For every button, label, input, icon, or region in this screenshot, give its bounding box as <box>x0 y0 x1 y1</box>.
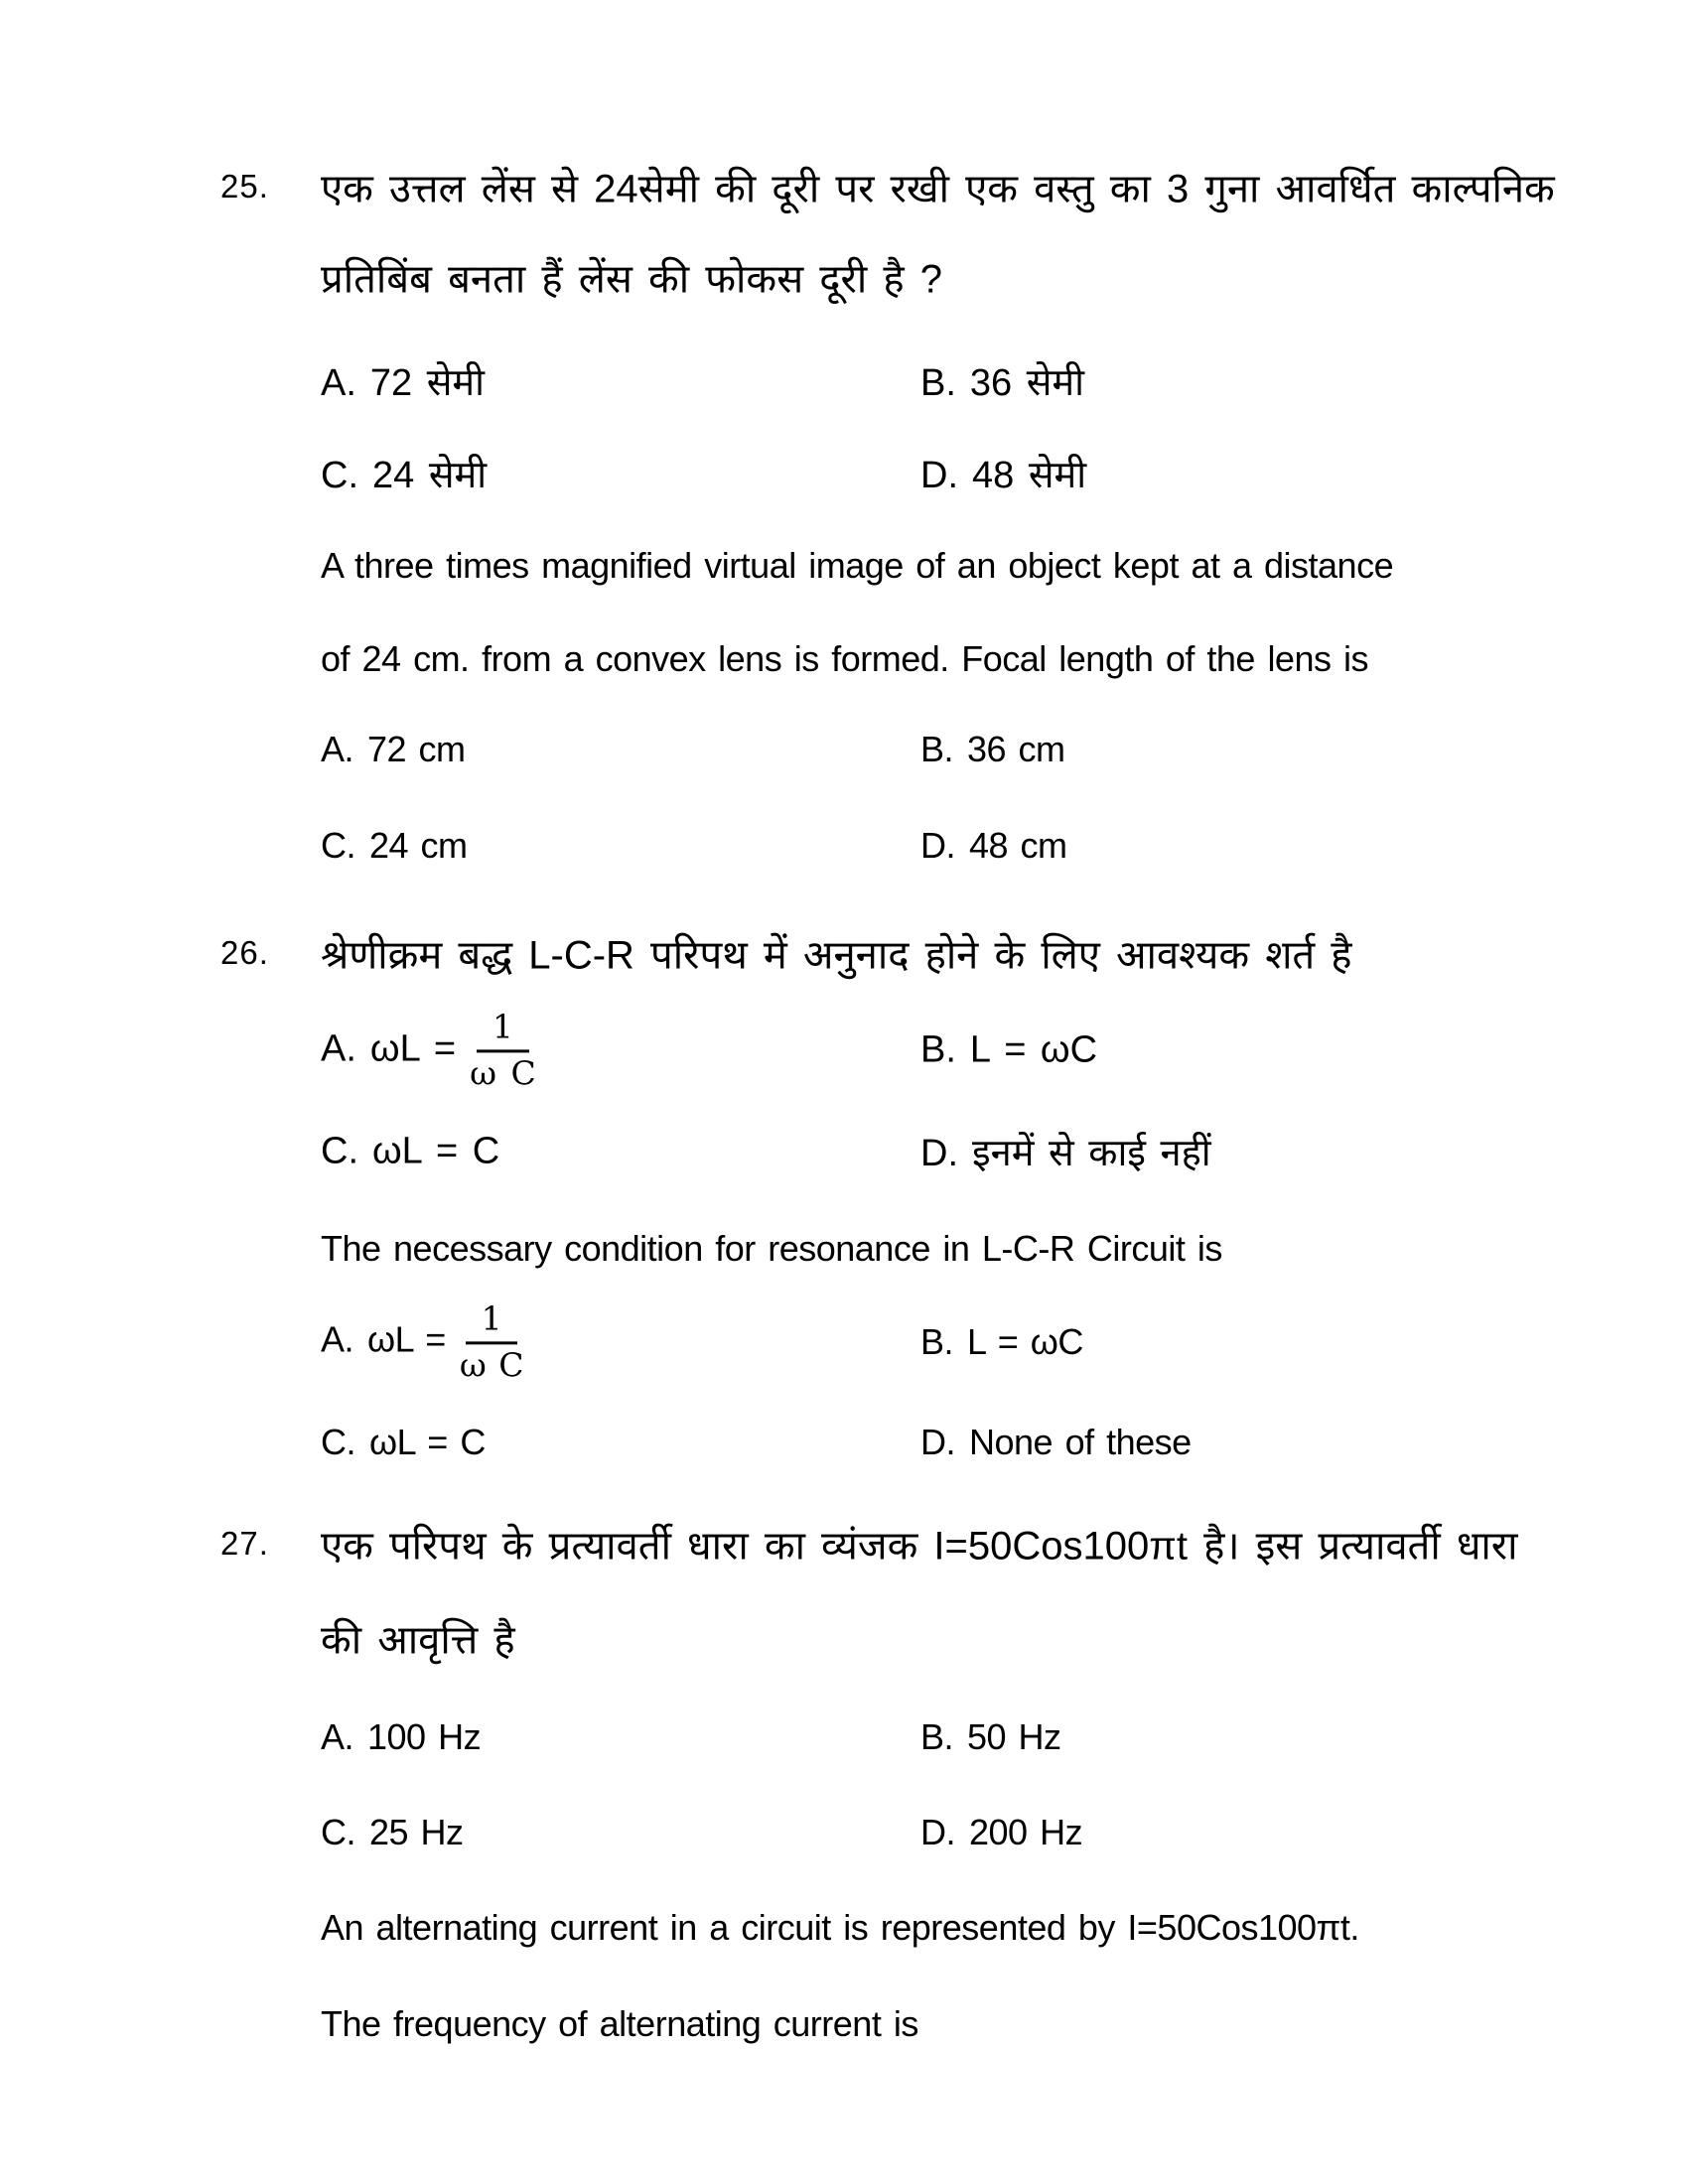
option-label: D. <box>920 455 958 496</box>
question-26-hindi-option-b <box>920 1029 1097 1072</box>
question-27-english-line-2-row <box>0 1989 1688 2059</box>
question-27-options-cd-row <box>0 1798 1688 1867</box>
question-27-english-line-1-row <box>0 1893 1688 1963</box>
question-25-english-option-a <box>321 729 466 770</box>
question-27-english-text-line-2: The frequency of alternating current is <box>321 2003 918 2044</box>
option-label: B. <box>920 1321 954 1362</box>
option-label: A. <box>321 1027 356 1070</box>
formula-prefix: ωL = <box>367 1318 446 1360</box>
option-text: 50 Hz <box>967 1716 1061 1757</box>
question-26-english-options-ab-row <box>0 1273 1688 1412</box>
option-text: इनमें से काई नहीं <box>972 1133 1211 1174</box>
option-label: B. <box>920 1028 956 1071</box>
fraction-numerator: 1 <box>466 1301 518 1344</box>
fraction <box>459 1298 523 1384</box>
question-25-hindi-options-cd-row <box>0 439 1688 508</box>
question-26-english-option-c <box>321 1422 486 1463</box>
question-27-option-b <box>920 1716 1061 1758</box>
option-text: 36 cm <box>967 729 1065 769</box>
option-label: D. <box>920 1422 955 1462</box>
option-text: 200 Hz <box>969 1812 1083 1852</box>
option-text: L = ωC <box>969 1028 1098 1071</box>
option-text: ωL = C <box>369 1422 486 1462</box>
option-text: 24 cm <box>369 825 468 866</box>
option-label: C. <box>321 1422 355 1462</box>
question-25-number: 25. <box>220 168 269 205</box>
option-label: A. <box>321 362 356 404</box>
question-26-hindi-options-ab-row <box>0 981 1688 1120</box>
question-27-option-d <box>920 1812 1082 1853</box>
question-27-english-text-line-1: An alternating current in a circuit is represented by I=50Cos100πt. <box>321 1907 1359 1948</box>
option-text: L = ωC <box>967 1321 1083 1362</box>
option-label: C. <box>321 825 355 866</box>
question-25-hindi-line-1-row <box>0 152 1688 221</box>
option-label: D. <box>920 825 955 866</box>
question-27-options-ab-row <box>0 1703 1688 1772</box>
fraction-denominator: ω C <box>470 1053 536 1092</box>
question-25-english-option-b <box>920 729 1065 770</box>
question-27-hindi-text-line-2: की आवृत्ति है <box>321 1618 515 1663</box>
question-25-english-line-2-row <box>0 624 1688 694</box>
question-25-hindi-option-c <box>321 448 487 499</box>
question-25-english-option-c <box>321 825 468 867</box>
question-26-english-text: The necessary condition for resonance in L-C-R Circuit is <box>321 1228 1222 1269</box>
option-label: C. <box>321 455 358 496</box>
question-26-hindi-line-row <box>0 918 1688 988</box>
fraction-numerator: 1 <box>477 1010 529 1052</box>
question-25-english-options-ab-row <box>0 715 1688 784</box>
question-27-option-c <box>321 1812 464 1853</box>
question-27-hindi-line-2-row <box>0 1603 1688 1673</box>
question-27-option-a <box>321 1716 481 1758</box>
option-label: C. <box>321 1130 358 1172</box>
question-25-english-line-1-row <box>0 531 1688 601</box>
question-27-hindi-text-line-1: एक परिपथ के प्रत्यावर्ती धारा का व्यंजक I=50Cos100πt है। इस प्रत्यावर्ती धारा <box>321 1524 1518 1569</box>
question-27-hindi-line-1-row <box>0 1509 1688 1578</box>
question-25-hindi-option-d <box>920 448 1086 499</box>
question-26-hindi-option-c <box>321 1131 499 1173</box>
option-text: 72 cm <box>367 729 466 769</box>
question-27-number: 27. <box>220 1525 269 1562</box>
option-label: A. <box>321 1716 354 1757</box>
option-label: B. <box>920 729 954 769</box>
question-26-hindi-option-a <box>321 1007 536 1092</box>
option-label: D. <box>920 1133 958 1174</box>
option-text: 48 cm <box>969 825 1067 866</box>
option-text: 24 सेमी <box>372 455 488 496</box>
fraction-denominator: ω C <box>459 1345 523 1384</box>
question-26-hindi-option-d <box>920 1126 1211 1177</box>
option-label: B. <box>920 1716 954 1757</box>
option-label: A. <box>321 1318 354 1360</box>
question-26-number: 26. <box>220 934 269 971</box>
option-label: D. <box>920 1812 955 1852</box>
question-25-hindi-option-b <box>920 355 1084 407</box>
option-text: 48 सेमी <box>972 455 1087 496</box>
question-25-hindi-text-line-2: प्रतिबिंब बनता हैं लेंस की फोकस दूरी है ? <box>321 257 942 302</box>
question-25-hindi-options-ab-row <box>0 346 1688 416</box>
question-25-hindi-text-line-1: एक उत्तल लेंस से 24सेमी की दूरी पर रखी एक वस्तु का 3 गुना आवर्धित काल्पनिक <box>321 167 1555 211</box>
question-25-english-options-cd-row <box>0 811 1688 881</box>
question-26-english-option-d <box>920 1422 1192 1463</box>
question-25-english-text-line-2: of 24 cm. from a convex lens is formed. Focal length of the lens is <box>321 638 1368 679</box>
question-25-english-option-d <box>920 825 1067 867</box>
option-text: 100 Hz <box>367 1716 482 1757</box>
option-text: ωL = C <box>372 1130 500 1172</box>
option-text: 36 सेमी <box>969 362 1084 404</box>
question-26-hindi-options-cd-row <box>0 1117 1688 1186</box>
option-label: A. <box>321 729 354 769</box>
fraction <box>470 1007 536 1092</box>
question-25-hindi-option-a <box>321 355 485 407</box>
option-label: B. <box>920 362 956 404</box>
option-label: C. <box>321 1812 355 1852</box>
question-26-hindi-text: श्रेणीक्रम बद्ध L-C-R परिपथ में अनुनाद होने के लिए आवश्यक शर्त है <box>321 933 1352 978</box>
option-text: 72 सेमी <box>369 362 485 404</box>
option-text: 25 Hz <box>369 1812 464 1852</box>
question-26-english-option-a <box>321 1298 523 1384</box>
option-text: None of these <box>969 1422 1192 1462</box>
question-26-english-option-b <box>920 1321 1083 1363</box>
question-26-english-options-cd-row <box>0 1408 1688 1477</box>
question-25-hindi-line-2-row <box>0 242 1688 312</box>
question-25-english-text-line-1: A three times magnified virtual image of an object kept at a distance <box>321 545 1394 586</box>
formula-prefix: ωL = <box>369 1027 457 1070</box>
